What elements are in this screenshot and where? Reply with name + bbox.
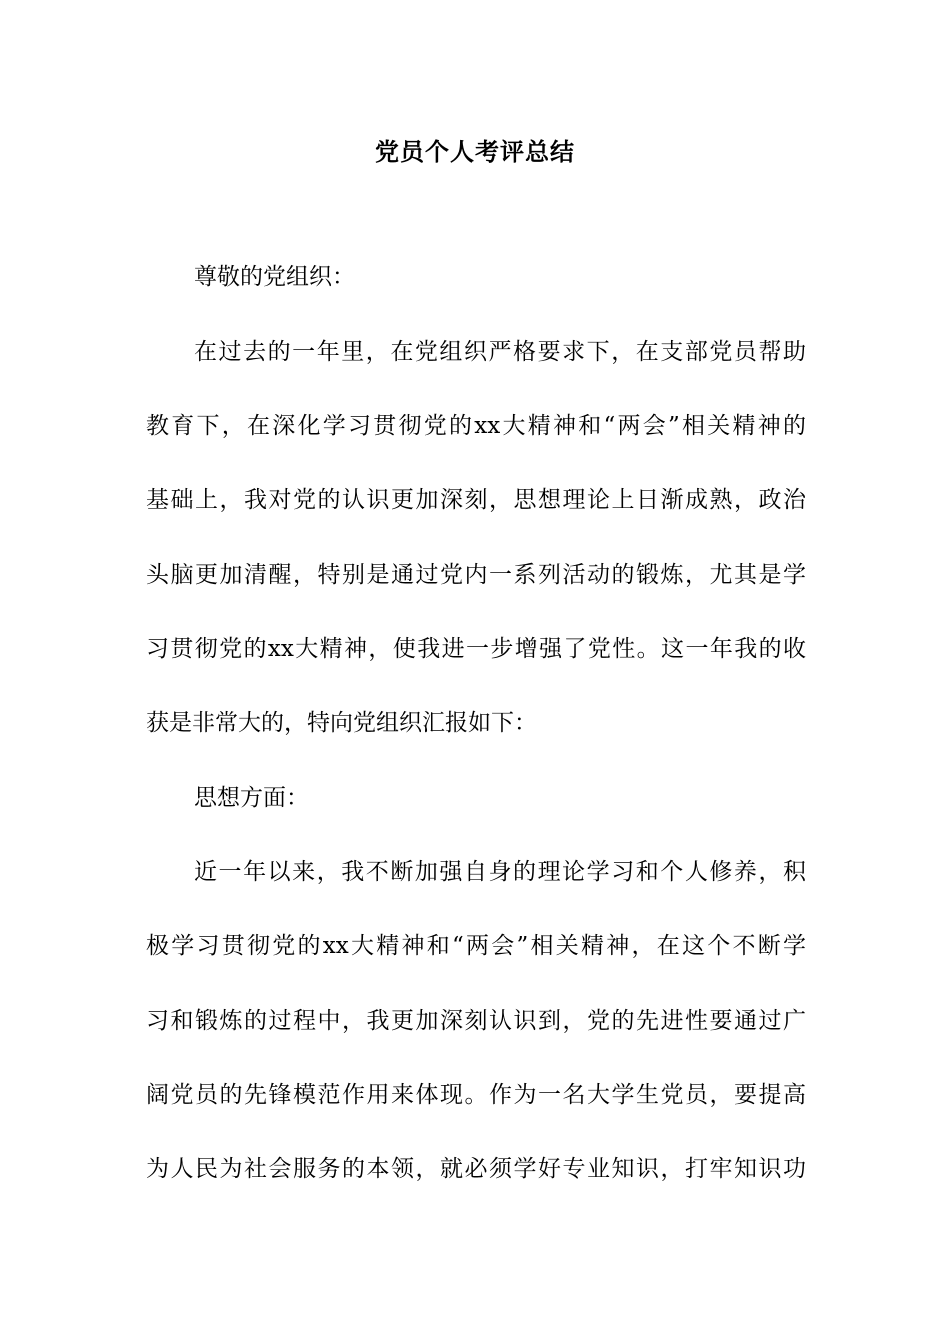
paragraph-line: 教育下，在深化学习贯彻党的xx大精神和“两会”相关精神的: [146, 413, 806, 439]
paragraph-line: 为人民为社会服务的本领，就必须学好专业知识，打牢知识功: [146, 1156, 806, 1182]
paragraph-line: 在过去的一年里，在党组织严格要求下，在支部党员帮助: [194, 339, 806, 365]
paragraph-line: 获是非常大的，特向党组织汇报如下：: [146, 710, 537, 736]
paragraph-line: 习和锻炼的过程中，我更加深刻认识到，党的先进性要通过广: [146, 1008, 806, 1034]
paragraph-line: 极学习贯彻党的xx大精神和“两会”相关精神，在这个不断学: [146, 933, 806, 959]
document-title: 党员个人考评总结: [375, 137, 575, 166]
paragraph-line: 基础上，我对党的认识更加深刻，思想理论上日渐成熟，政治: [146, 487, 806, 513]
section-heading-line: 思想方面：: [194, 785, 309, 811]
salutation-line: 尊敬的党组织：: [194, 264, 355, 290]
paragraph-line: 阔党员的先锋模范作用来体现。作为一名大学生党员，要提高: [146, 1082, 806, 1108]
paragraph-line: 头脑更加清醒，特别是通过党内一系列活动的锻炼，尤其是学: [146, 562, 806, 588]
paragraph-line: 近一年以来，我不断加强自身的理论学习和个人修养，积: [194, 859, 806, 885]
paragraph-line: 习贯彻党的xx大精神，使我进一步增强了党性。这一年我的收: [146, 636, 806, 662]
